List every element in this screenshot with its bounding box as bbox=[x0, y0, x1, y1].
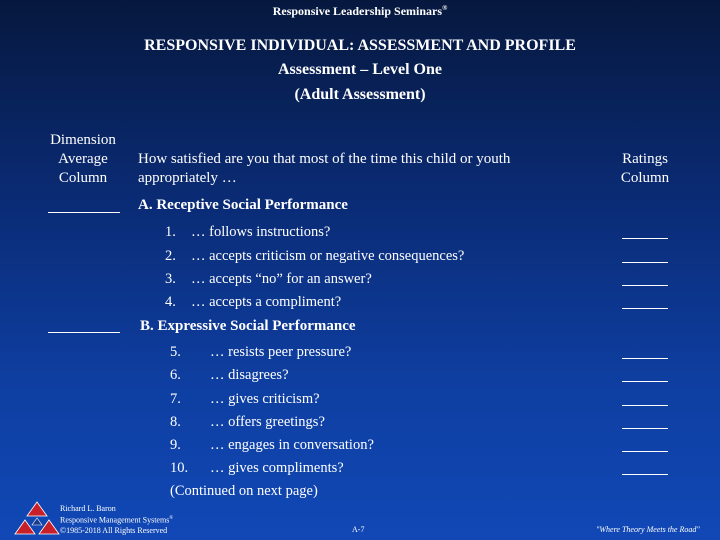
item-text: … accepts “no” for an answer? bbox=[191, 271, 372, 287]
ratings-header-line: Column bbox=[620, 170, 670, 186]
item-text: … accepts criticism or negative consequences? bbox=[191, 248, 465, 264]
item-number: 2. bbox=[165, 248, 176, 264]
item-text: … gives criticism? bbox=[210, 391, 320, 407]
seminar-header bbox=[0, 4, 720, 19]
dimension-column-header bbox=[40, 131, 126, 188]
section-a-label: A. Receptive Social Performance bbox=[138, 197, 348, 213]
ratings-header-line: Ratings bbox=[622, 151, 668, 167]
question-prompt-line: How satisfied are you that most of the time this child or youth bbox=[138, 151, 511, 167]
item-number: 6. bbox=[170, 367, 181, 383]
footer-copyright: ©1985-2018 All Rights Reserved bbox=[60, 525, 168, 535]
dimension-header-line: Average bbox=[58, 151, 108, 167]
rating-blank-3[interactable] bbox=[622, 285, 668, 286]
item-number: 5. bbox=[170, 344, 181, 360]
dimension-header-line: Column bbox=[58, 170, 108, 186]
item-text: … accepts a compliment? bbox=[191, 294, 342, 310]
list-item bbox=[170, 414, 610, 434]
list-item bbox=[165, 271, 615, 291]
list-item bbox=[165, 294, 615, 314]
rating-blank-2[interactable] bbox=[622, 262, 668, 263]
list-item bbox=[170, 344, 610, 364]
rating-blank-1[interactable] bbox=[622, 238, 668, 239]
ratings-column-header bbox=[606, 150, 684, 188]
page-subtitle: Assessment – Level One bbox=[278, 61, 442, 78]
item-text: … engages in conversation? bbox=[210, 437, 374, 453]
item-text: … resists peer pressure? bbox=[210, 344, 352, 360]
footer-author: Richard L. Baron bbox=[60, 504, 116, 513]
dimension-average-blank-b[interactable] bbox=[48, 332, 120, 333]
rating-blank-5[interactable] bbox=[622, 358, 668, 359]
rating-blank-7[interactable] bbox=[622, 405, 668, 406]
company-logo-icon bbox=[14, 500, 60, 538]
item-number: 4. bbox=[165, 294, 176, 310]
continued-note: (Continued on next page) bbox=[170, 483, 318, 499]
rating-blank-8[interactable] bbox=[622, 428, 668, 429]
item-number: 3. bbox=[165, 271, 176, 287]
page-number: A-7 bbox=[352, 525, 365, 534]
item-text: … gives compliments? bbox=[210, 460, 344, 476]
footer-company-name: Responsive Management Systems bbox=[60, 515, 170, 525]
list-item bbox=[165, 224, 615, 244]
dimension-average-blank-a[interactable] bbox=[48, 212, 120, 213]
item-number: 1. bbox=[165, 224, 176, 240]
rating-blank-6[interactable] bbox=[622, 381, 668, 382]
registered-mark: ® bbox=[169, 516, 174, 521]
item-number: 10. bbox=[170, 460, 189, 476]
footer-slogan: "Where Theory Meets the Road" bbox=[596, 525, 700, 534]
rating-blank-10[interactable] bbox=[622, 474, 668, 475]
item-number: 9. bbox=[170, 437, 181, 453]
dimension-header-line: Dimension bbox=[50, 132, 116, 148]
rating-blank-9[interactable] bbox=[622, 451, 668, 452]
question-prompt-line: appropriately … bbox=[138, 170, 237, 186]
section-b-label: B. Expressive Social Performance bbox=[140, 318, 356, 334]
list-item bbox=[170, 437, 610, 457]
item-text: … follows instructions? bbox=[191, 224, 331, 240]
footer-company bbox=[60, 514, 173, 526]
registered-mark: ® bbox=[442, 4, 448, 12]
item-text: … disagrees? bbox=[210, 367, 289, 383]
item-number: 7. bbox=[170, 391, 181, 407]
list-item bbox=[165, 248, 615, 268]
footer-credits bbox=[60, 504, 173, 536]
item-number: 8. bbox=[170, 414, 181, 430]
page-title: RESPONSIVE INDIVIDUAL: ASSESSMENT AND PROFILE bbox=[144, 37, 576, 54]
rating-blank-4[interactable] bbox=[622, 308, 668, 309]
item-text: … offers greetings? bbox=[210, 414, 325, 430]
list-item bbox=[170, 367, 610, 387]
list-item bbox=[170, 460, 610, 480]
question-prompt bbox=[138, 150, 578, 188]
seminar-header-text: Responsive Leadership Seminars bbox=[272, 4, 443, 18]
list-item bbox=[170, 391, 610, 411]
page-subtitle-2: (Adult Assessment) bbox=[294, 86, 426, 103]
